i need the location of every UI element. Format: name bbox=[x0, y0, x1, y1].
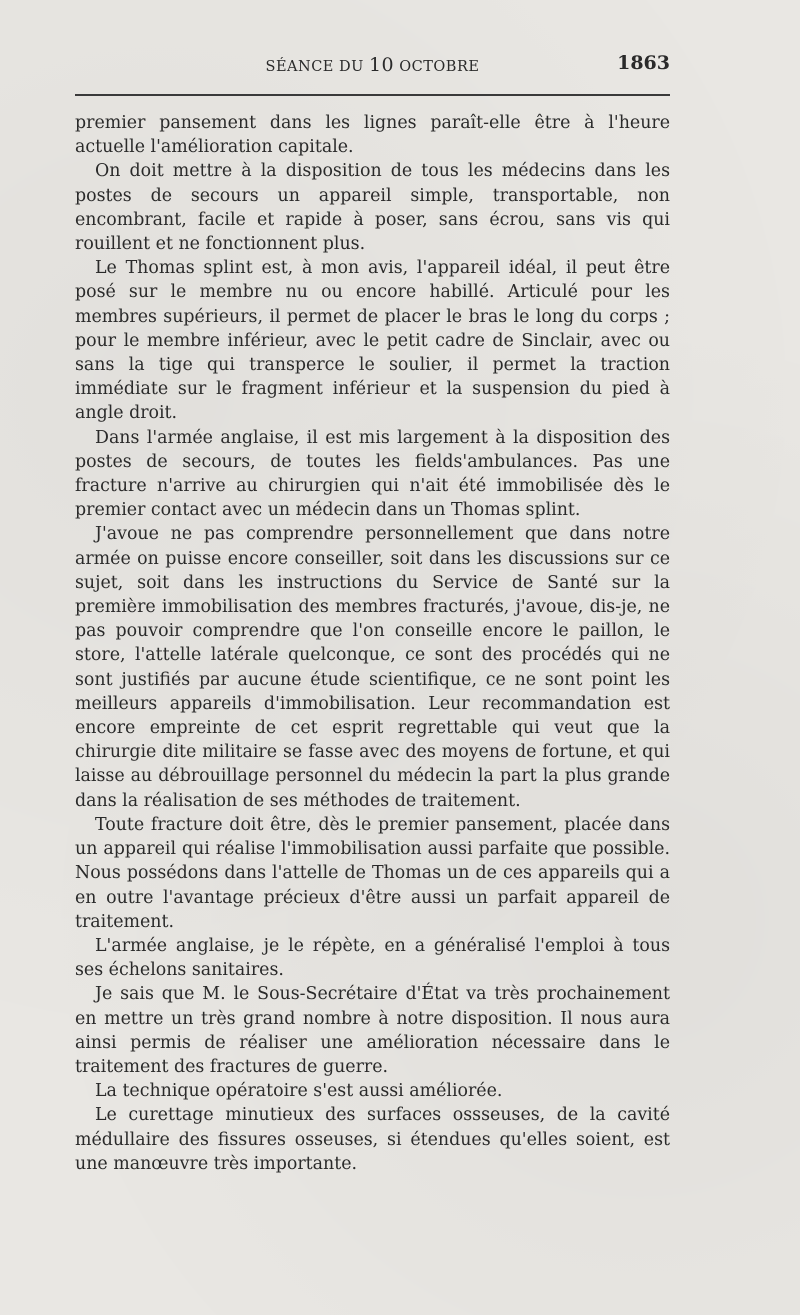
paragraph: Dans l'armée anglaise, il est mis largement à la disposition des postes de secours, de toutes les fields'ambulances. Pas une fracture n'arrive au chirurgien qui n'ait été immobilisée dès le premier contact avec un médecin dans un Thomas splint. bbox=[75, 427, 670, 521]
header-rule bbox=[75, 94, 670, 96]
page-number: 1863 bbox=[617, 52, 670, 74]
paragraph: Le Thomas splint est, à mon avis, l'appareil idéal, il peut être posé sur le membre nu ou encore habillé. Articulé pour les membres supérieurs, il permet de placer le bras le long du corps ; pour le membre inférieur, avec le petit cadre de Sinclair, avec ou sans la tige qui transperce le soulier, il permet la traction immédiate sur le fragment inférieur et la suspension du pied à angle droit. bbox=[75, 258, 670, 424]
running-title-month: OCTOBRE bbox=[394, 59, 480, 75]
paragraph: J'avoue ne pas comprendre personnellement que dans notre armée on puisse encore conseiller, soit dans les discussions sur ce sujet, soit dans les instructions du Service de Santé sur la première immobilisation des membres fracturés, j'avoue, dis-je, ne pas pouvoir comprendre que l'on conseille encore le paillon, le store, l'attelle latérale quelconque, ce sont des procédés qui ne sont justifiés par aucune étude scientifique, ce ne sont point les meilleurs appareils d'immobilisation. Leur recommandation est encore empreinte de cet esprit regrettable qui veut que la chirurgie dite militaire se fasse avec des moyens de fortune, et qui laisse au débrouillage personnel du médecin la part la plus grande dans la réalisation de ses méthodes de traitement. bbox=[75, 524, 670, 811]
body-text bbox=[75, 111, 670, 1176]
paragraph: On doit mettre à la disposition de tous les médecins dans les postes de secours un appareil simple, transportable, non encombrant, facile et rapide à poser, sans écrou, sans vis qui rouillent et ne fonctionnent plus. bbox=[75, 161, 670, 255]
paragraph: La technique opératoire s'est aussi améliorée. bbox=[95, 1081, 503, 1102]
page-header bbox=[75, 54, 670, 80]
paragraph: Le curettage minutieux des surfaces ossseuses, de la cavité médullaire des fissures osseuses, si étendues qu'elles soient, est une manœuvre très importante. bbox=[75, 1105, 670, 1174]
paragraph: Toute fracture doit être, dès le premier pansement, placée dans un appareil qui réalise l'immobilisation aussi parfaite que possible. Nous possédons dans l'attelle de Thomas un de ces appareils qui a en outre l'avantage précieux d'être aussi un parfait appareil de traitement. bbox=[75, 814, 670, 932]
paragraph: premier pansement dans les lignes paraît-elle être à l'heure actuelle l'amélioration capitale. bbox=[75, 113, 670, 158]
running-title-prefix: SÉANCE DU bbox=[265, 59, 369, 75]
paragraph: Je sais que M. le Sous-Secrétaire d'État va très prochainement en mettre un très grand nombre à notre disposition. Il nous aura ainsi permis de réaliser une amélioration nécessaire dans le traitement des fractures de guerre. bbox=[75, 984, 670, 1077]
running-title-day: 10 bbox=[368, 54, 395, 76]
running-title bbox=[75, 54, 670, 76]
paragraph: L'armée anglaise, je le répète, en a généralisé l'emploi à tous ses échelons sanitaires. bbox=[75, 935, 670, 981]
